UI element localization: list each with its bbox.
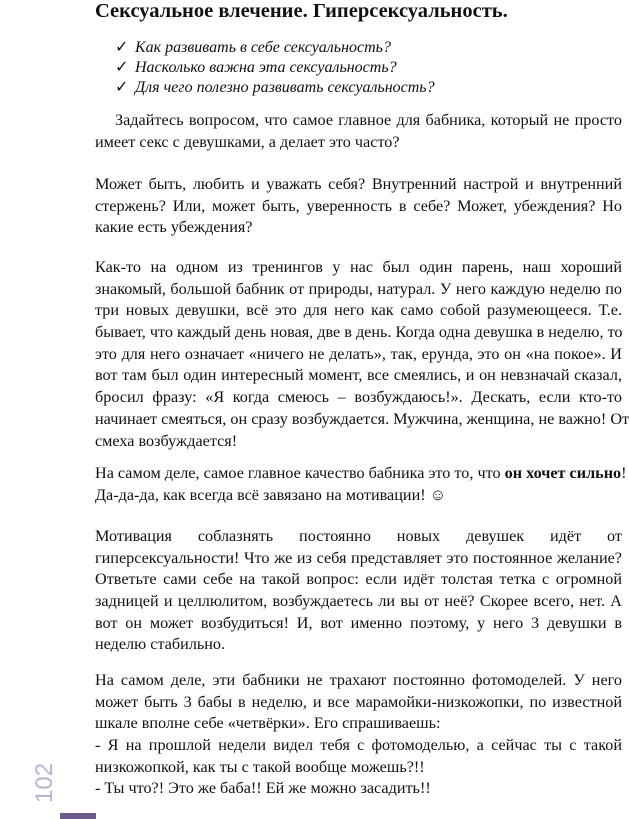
text-line: шкале вполне себе «четвёрки». Его спрашиваешь:: [95, 714, 441, 733]
check-icon: ✓: [115, 59, 129, 76]
text-line: Как-то на одном из тренингов у нас был один парень, наш хороший: [95, 258, 622, 276]
checklist-item: ✓ Для чего полезно развивать сексуальность?: [115, 79, 435, 96]
text-line: Мотивация соблазнять постоянно новых девушек идёт от: [95, 527, 622, 545]
text-line: вот он может возбудиться! И, вот именно поэтому, у него 3 девушки в: [95, 613, 622, 632]
footer-accent-bar: [60, 813, 96, 819]
text-line: вот там был один интересный момент, все смеялись, и он невзначай сказал,: [95, 366, 622, 385]
checklist-item: ✓ Как развивать в себе сексуальность?: [115, 39, 391, 56]
paragraph-6: [95, 670, 622, 800]
text-line: гиперсексуальности! Что же из себя представляет это постоянное желание?: [95, 548, 622, 567]
text-line: стержень? Или, может быть, уверенность в себе? Может, убеждения? Но: [95, 196, 622, 215]
paragraph-3: [95, 257, 629, 452]
checklist-item: ✓ Насколько важна эта сексуальность?: [115, 59, 397, 76]
checklist: [115, 38, 435, 98]
text-line: На самом деле, эти бабники не трахают постоянно фотомоделей. У него: [95, 671, 622, 689]
text-line: начинает смеяться, он сразу возбуждается. Мужчина, женщина, не важно! От: [95, 409, 629, 428]
page-number: 102: [31, 762, 58, 803]
check-icon: ✓: [115, 39, 129, 56]
text-line: Ответьте сами себе на такой вопрос: если идёт толстая тетка с огромной: [95, 570, 622, 589]
text-line: знакомый, большой бабник от природы, натурал. У него каждую неделю по: [95, 279, 622, 298]
text-line: Да-да-да, как всегда всё завязано на мотивации! ☺: [95, 485, 447, 504]
text-line: это для него означает «ничего не делать», так, ерунда, это он «на покое». И: [95, 344, 622, 363]
text-line: бывает, что каждый день новая, две в день. Когда одна девушка в неделю, то: [95, 323, 623, 342]
emphasis-text: он хочет сильно: [504, 464, 622, 482]
text-line: неделю стабильно.: [95, 635, 226, 654]
check-icon: ✓: [115, 79, 129, 96]
page-title: Сексуальное влечение. Гиперсексуальность.: [95, 0, 508, 22]
text-line: три новых девушки, всё это для него как само собой разумеющееся. Т.е.: [95, 301, 622, 320]
text-line: Может быть, любить и уважать себя? Внутренний настрой и внутренний: [95, 175, 622, 193]
text-line: - Ты что?! Это же баба!! Ей же можно засадить!!: [95, 779, 431, 798]
text-line: задницей и целлюлитом, возбуждаетесь ли вы от неё? Скорее всего, нет. А: [95, 592, 622, 611]
text-line: На самом деле, самое главное качество бабника это то, что он хочет сильно!: [95, 464, 627, 482]
text-line: бросил фразу: «Я когда смеюсь – возбуждаюсь!». Дескать, если кто-то: [95, 388, 622, 407]
text-line: может быть 3 бабы в неделю, и все марамойки-низкожопки, по известной: [95, 692, 622, 711]
text-line: - Я на прошлой недели видел тебя с фотомоделью, а сейчас ты с такой: [95, 736, 622, 755]
paragraph-5: [95, 526, 622, 656]
text-line: имеет секс с девушками, а делает это часто?: [95, 132, 400, 151]
text-line: смеха возбуждается!: [95, 431, 238, 450]
text-line: Задайтесь вопросом, что самое главное для бабника, который не просто: [115, 111, 622, 129]
paragraph-4: [95, 463, 627, 506]
paragraph-2: [95, 174, 622, 239]
paragraph-1: [95, 110, 622, 153]
text-line: низкожопкой, как ты с такой вообще можешь?!!: [95, 757, 425, 776]
text-line: какие есть убеждения?: [95, 218, 253, 237]
